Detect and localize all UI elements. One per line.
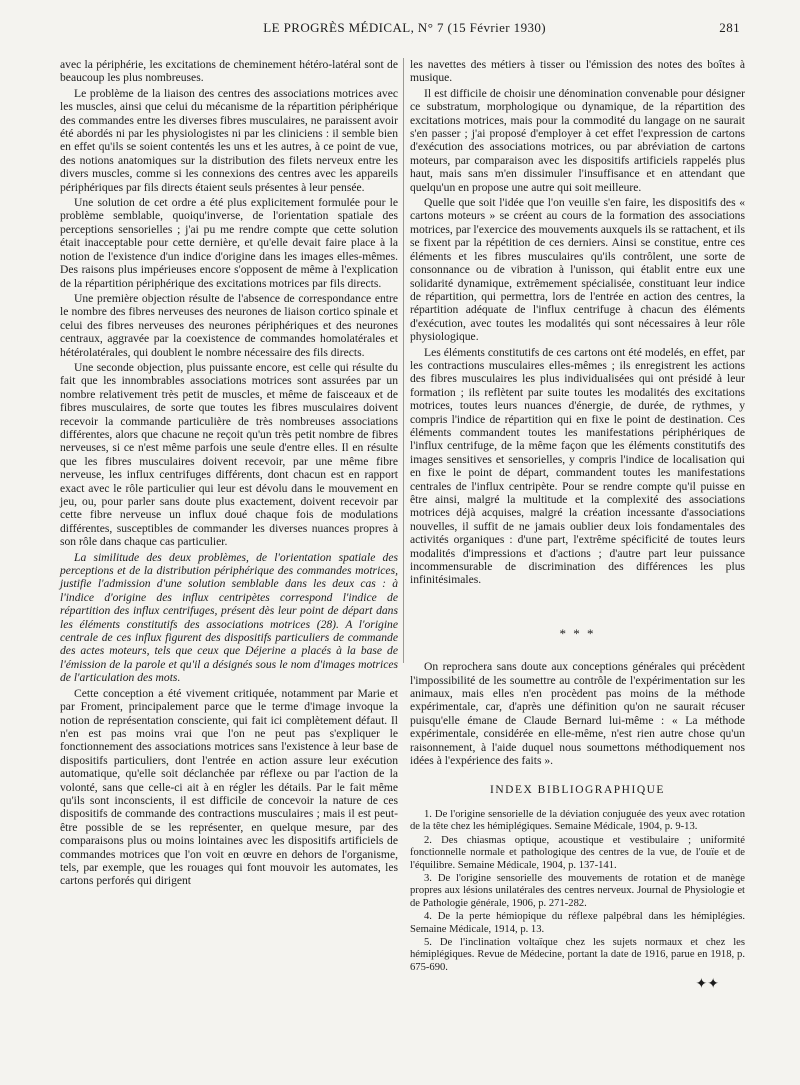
paragraph: les navettes des métiers à tisser ou l'émission des notes des boîtes à musique. — [410, 58, 745, 85]
page-number: 281 — [719, 20, 740, 35]
paragraph: Une première objection résulte de l'absence de correspondance entre le nombre des fibres nerveuses des neurones de liaison cortico spinale et celui des fibres nerveuses des neurones périphériques et des neurones centraux, aggravée par la coexistence de commandes homolatérales et hétérolatérales, qui doublent le nombre nécessaire des fils directs. — [60, 291, 398, 359]
paragraph: Cette conception a été vivement critiquée, notamment par Marie et par Froment, principalement parce que le terme d'image invoque la notion de représentation consciente, qui fait ici complètement défaut. Il n'en est pas moins vrai que l'on ne peut pas s'expliquer le fonctionnement des associations motrices sans l'existence à leur base de dispositifs particuliers, dont l'entrée en action assure leur exécution automatique, qu'elle soit déclanchée par réflexe ou par l'action de la volonté, sans que celle-ci ait à en régler les détails. Par le fait même qu'ils sont inconscients, il est difficile de concevoir la nature de ces dispositifs de commande des contractions musculaires ; mais il est peut-être possible de se les représenter, en quelque mesure, par des comparaisons plus ou moins lointaines avec les dispositifs artificiels de commandes motrices que l'on voit en œuvre en dehors de l'organisme, tels, par exemple, que les rouages qui font mouvoir les automates, les cartons perforés qui dirigent — [60, 686, 398, 888]
running-header — [60, 20, 740, 40]
bibliography-title: INDEX BIBLIOGRAPHIQUE — [490, 783, 665, 796]
right-column — [410, 58, 745, 992]
paragraph: Une solution de cet ordre a été plus explicitement formulée pour le problème semblable, quoiqu'inverse, de l'orientation spatiale des perceptions sensorielles ; j'ai pu me rendre compte que cette solution était inacceptable pour cette dernière, et qu'elle devait faire place à la notion de l'existence d'un indice d'origine dans les images elles-mêmes. Des raisons plus impérieuses encore s'opposent de même à l'explication de la répartition périphérique des excitations motrices par fils directs. — [60, 196, 398, 290]
paragraph: Il est difficile de choisir une dénomination convenable pour désigner ce substratum, morphologique ou dynamique, de la répartition des excitations motrices, mais pour la commodité du langage on ne saurait s'en passer ; j'ai proposé d'employer à cet effet l'expression de cartons d'exécution des associations motrices, ou par abréviation de cartons moteurs, par comparaison avec les dispositifs artificiels rappelés plus haut, mais sans m'en dissimuler l'insuffisance et en attendant que quelqu'un en propose une autre qui soit meilleure. — [410, 86, 745, 194]
journal-title: LE PROGRÈS MÉDICAL, N° 7 (15 Février 1930) — [263, 20, 546, 35]
bibliography-entry: 2. Des chiasmas optique, acoustique et vestibulaire ; uniformité fonctionnelle normale et pathologique des centres de la vue, de l'ouïe et de l'équilibre. Semaine Médicale, 1904, p. 137-141. — [410, 834, 745, 871]
section-asterism: * * * — [559, 625, 596, 641]
end-ornament: ✦✦ — [695, 977, 719, 993]
bibliography-entry: 4. De la perte hémiopique du réflexe palpébral dans les hémiplégies. Semaine Médicale, 1914, p. 13. — [410, 911, 745, 935]
bibliography-entry: 1. De l'origine sensorielle de la déviation conjuguée des yeux avec rotation de la tête chez les hémiplégiques. Semaine Médicale, 1904, p. 9-13. — [410, 808, 745, 833]
paragraph: Les éléments constitutifs de ces cartons ont été modelés, en effet, par les contractions musculaires elles-mêmes ; ils enregistrent les actions des fibres musculaires les plus individualisées qui ont présidé à leur formation ; ils reflètent par suite toutes les modalités des excitations motrices, toutes leurs nuances d'énergie, de durée, de rythmes, y compris l'indice de répartition qui en fixe le point de destination. Ces éléments commandent toutes les manifestations périphériques de l'influx centrifuge, de la même façon que les éléments constitutifs des images sensitives et sensorielles, y compris l'indice de localisation qui en fixe le point de départ, commandent toutes les manifestations centrales de l'influx centripète. Pour se rendre compte qu'il puisse en être ainsi, malgré la multitude et la complexité des associations motrices déjà acquises, malgré la création incessante d'associations nouvelles, il suffit de ne jamais oublier deux lois fondamentales des activités organiques : d'une part, l'extrême spécificité de toutes leurs modalités d'impressions et d'actions ; d'autre part leur puissance incommensurable de discrimination des différences les plus infinitésimales. — [410, 345, 745, 587]
bibliography-entry: 5. De l'inclination voltaïque chez les sujets normaux et chez les hémiplégiques. Revue de Médecine, portant la date de 1916, parue en 1918, p. 675-690. — [410, 936, 745, 973]
column-divider — [403, 58, 404, 663]
bibliography — [410, 809, 745, 974]
bibliography-entry: 3. De l'origine sensorielle des mouvements de rotation et de manège propres aux lésions unilatérales des centres nerveux. Journal de Physiologie et de Pathologie générale, 1906, p. 271-282. — [410, 872, 745, 909]
closing-paragraph: On reprochera sans doute aux conceptions générales qui précèdent l'impossibilité de les soumettre au contrôle de l'expérimentation sur les animaux, mais elles n'en procèdent pas moins de la méthode expérimentale, car, d'après une définition qu'on ne saurait récuser puisqu'elle émane de Claude Bernard lui-même : « La méthode expérimentale, considérée en elle-même, n'est rien autre chose qu'un raisonnement, à l'aide duquel nous soumettons méthodiquement nos idées à l'expérience des faits ». — [410, 660, 745, 768]
paragraph: avec la périphérie, les excitations de cheminement hétéro-latéral sont de beaucoup les plus nombreuses. — [60, 58, 398, 85]
paragraph: Une seconde objection, plus puissante encore, est celle qui résulte du fait que les innombrables associations motrices sont assurées par un nombre relativement très petit de muscles, et même de faisceaux et de fibres musculaires, de sorte que toutes les fibres musculaires doivent recevoir la commande particulière de très nombreuses associations différentes, alors que chacune ne reçoit qu'un très petit nombre de fibres nerveuses, si ce n'est même parfois une seule d'entre elles. Il en résulte que les fibres musculaires doivent recevoir, par une même fibre nerveuse, les influx centrifuges différents, dont chacun est en rapport exact avec le rôle particulier qui leur est dévolu dans le mouvement en jeu, ou, pour parler sans doute plus exactement, doivent recevoir par cette fibre nerveuse un influx doué chaque fois de modulations différentes, susceptibles de commander les diverses nuances propres à son rôle dans chaque cas particulier. — [60, 360, 398, 549]
left-column — [60, 58, 398, 888]
paragraph: Quelle que soit l'idée que l'on veuille s'en faire, les dispositifs des « cartons moteurs » se créent au cours de la formation des associations motrices, par l'exercice des mouvements auxquels ils se rattachent, et ils se fixent par la répétition de ces derniers. Ainsi se constitue, entre ces éléments et les fibres musculaires qu'ils contrôlent, une sorte de consonnance ou de vibration à l'unisson, qui établit entre eux une solidarité dynamique, extrêmement spécialisée, constituant leur indice de répartition, qui permettra, lors de l'entrée en action des centres, la répartition adéquate de l'influx centrifuge à chacun des éléments d'exécution, avec toutes les modalités qui sont nécessaires à leur rôle physiologique. — [410, 196, 745, 344]
paragraph: La similitude des deux problèmes, de l'orientation spatiale des perceptions et de la distribution périphérique des commandes motrices, justifie l'admission d'une solution semblable dans les deux cas : à l'indice d'origine des influx centripètes correspond l'indice de répartition des influx centrifuges, présent dès leur point de départ dans les éléments constitutifs des associations motrices (28). A l'origine centrale de ces influx figurent des dispositifs particuliers de commande des actes moteurs, tels que ceux que Déjerine a placés à la base de l'émission de la parole et qu'il a désignés sous le nom d'images motrices de l'articulation des mots. — [60, 550, 398, 685]
paragraph: Le problème de la liaison des centres des associations motrices avec les muscles, ainsi que celui du mécanisme de la répartition périphérique des commandes entre les diverses fibres musculaires, ne paraissent avoir été abordés ni par les physiologistes ni par les cliniciens : il semble bien en effet qu'ils se soient contentés les uns et les autres, à ce point de vue, des notions anatomiques sur la distribution des filets nerveux entre les divers muscles, comme si les connexions des centres avec les appareils périphériques par fils directs étaient seuls présentes à leur pensée. — [60, 86, 398, 194]
